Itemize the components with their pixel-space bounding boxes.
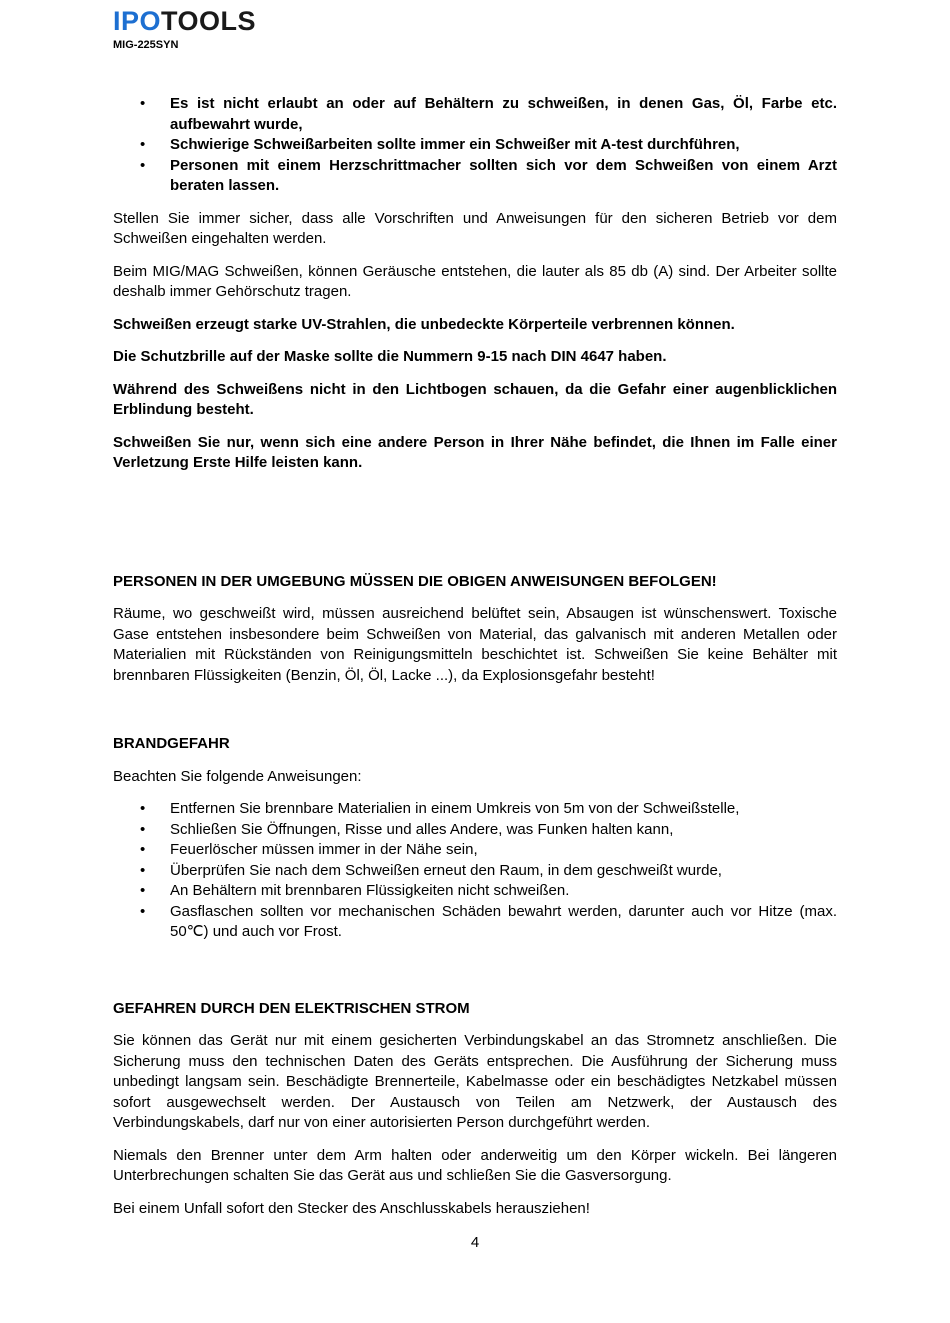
model-name: MIG-225SYN <box>113 39 179 51</box>
section-heading: GEFAHREN DURCH DEN ELEKTRISCHEN STROM <box>113 999 470 1017</box>
paragraph: Sie können das Gerät nur mit einem gesicherten Verbindungskabel an das Stromnetz anschließen. Die Sicherung muss den technischen Daten des Geräts entsprechen. Die Ausführung der Sicherung muss unbedingt langsam sein. Beschädigte Brennerteile, Kabelmasse oder ein beschädigtes Netzkabel müssen sofort ausgewechselt werden. Der Austausch von Teilen am Netzwerk, der Austausch des Verbindungskabels, darf nur von einer autorisierten Person durchgeführt werden. <box>113 1032 837 1131</box>
list-item: • Personen mit einem Herzschrittmacher sollten sich vor dem Schweißen von einem Arzt beraten lassen. <box>113 156 837 197</box>
paragraph: Bei einem Unfall sofort den Stecker des Anschlusskabels herausziehen! <box>113 1199 590 1217</box>
list-item: • Schließen Sie Öffnungen, Risse und alles Andere, was Funken halten kann, <box>113 820 837 841</box>
warning-paragraph: Schweißen erzeugt starke UV-Strahlen, die unbedeckte Körperteile verbrennen können. <box>113 315 735 333</box>
top-bullet-list <box>113 94 837 197</box>
paragraph: Beachten Sie folgende Anweisungen: <box>113 767 362 785</box>
fire-bullet-list <box>113 799 837 943</box>
page-header <box>113 6 256 51</box>
paragraph: Niemals den Brenner unter dem Arm halten oder anderweitig um den Körper wickeln. Bei längeren Unterbrechungen schalten Sie das Gerät aus und schließen Sie die Gasversorgung. <box>113 1146 837 1184</box>
warning-paragraph: Schweißen Sie nur, wenn sich eine andere Person in Ihrer Nähe befindet, die Ihnen im Falle einer Verletzung Erste Hilfe leisten kann. <box>113 433 837 471</box>
section-heading: PERSONEN IN DER UMGEBUNG MÜSSEN DIE OBIGEN ANWEISUNGEN BEFOLGEN! <box>113 572 717 590</box>
paragraph: Beim MIG/MAG Schweißen, können Geräusche entstehen, die lauter als 85 db (A) sind. Der Arbeiter sollte deshalb immer Gehörschutz tragen. <box>113 262 837 300</box>
document-body <box>113 94 837 1231</box>
paragraph: Räume, wo geschweißt wird, müssen ausreichend belüftet sein, Absaugen ist wünschenswert. Toxische Gase entstehen insbesondere beim Schweißen von Material, das galvanisch mit anderen Metallen oder Materialien mit Rückständen von Reinigungsmitteln beschichtet ist. Schweißen Sie keine Behälter mit brennbaren Flüssigkeiten (Benzin, Öl, Öl, Lacke ...), da Explosionsgefahr besteht! <box>113 605 837 684</box>
list-item: • Entfernen Sie brennbare Materialien in einem Umkreis von 5m von der Schweißstelle, <box>113 799 837 820</box>
list-item: • Es ist nicht erlaubt an oder auf Behältern zu schweißen, in denen Gas, Öl, Farbe etc. aufbewahrt wurde, <box>113 94 837 135</box>
warning-paragraph: Die Schutzbrille auf der Maske sollte die Nummern 9-15 nach DIN 4647 haben. <box>113 348 667 365</box>
logo-tools: TOOLS <box>161 6 257 36</box>
warning-paragraph: Während des Schweißens nicht in den Lichtbogen schauen, da die Gefahr einer augenblicklichen Erblindung besteht. <box>113 380 837 418</box>
list-item: • Gasflaschen sollten vor mechanischen Schäden bewahrt werden, darunter auch vor Hitze (max. 50℃) und auch vor Frost. <box>113 902 837 943</box>
list-item: • Schwierige Schweißarbeiten sollte immer ein Schweißer mit A-test durchführen, <box>113 135 837 156</box>
logo-ipo: IPO <box>113 6 162 36</box>
list-item: • An Behältern mit brennbaren Flüssigkeiten nicht schweißen. <box>113 881 837 902</box>
list-item: • Überprüfen Sie nach dem Schweißen erneut den Raum, in dem geschweißt wurde, <box>113 861 837 882</box>
section-heading: BRANDGEFAHR <box>113 735 230 752</box>
ipotools-logo <box>113 6 256 36</box>
list-item: • Feuerlöscher müssen immer in der Nähe sein, <box>113 840 837 861</box>
page-number: 4 <box>470 1234 480 1251</box>
paragraph: Stellen Sie immer sicher, dass alle Vorschriften und Anweisungen für den sicheren Betrieb vor dem Schweißen eingehalten werden. <box>113 209 837 247</box>
